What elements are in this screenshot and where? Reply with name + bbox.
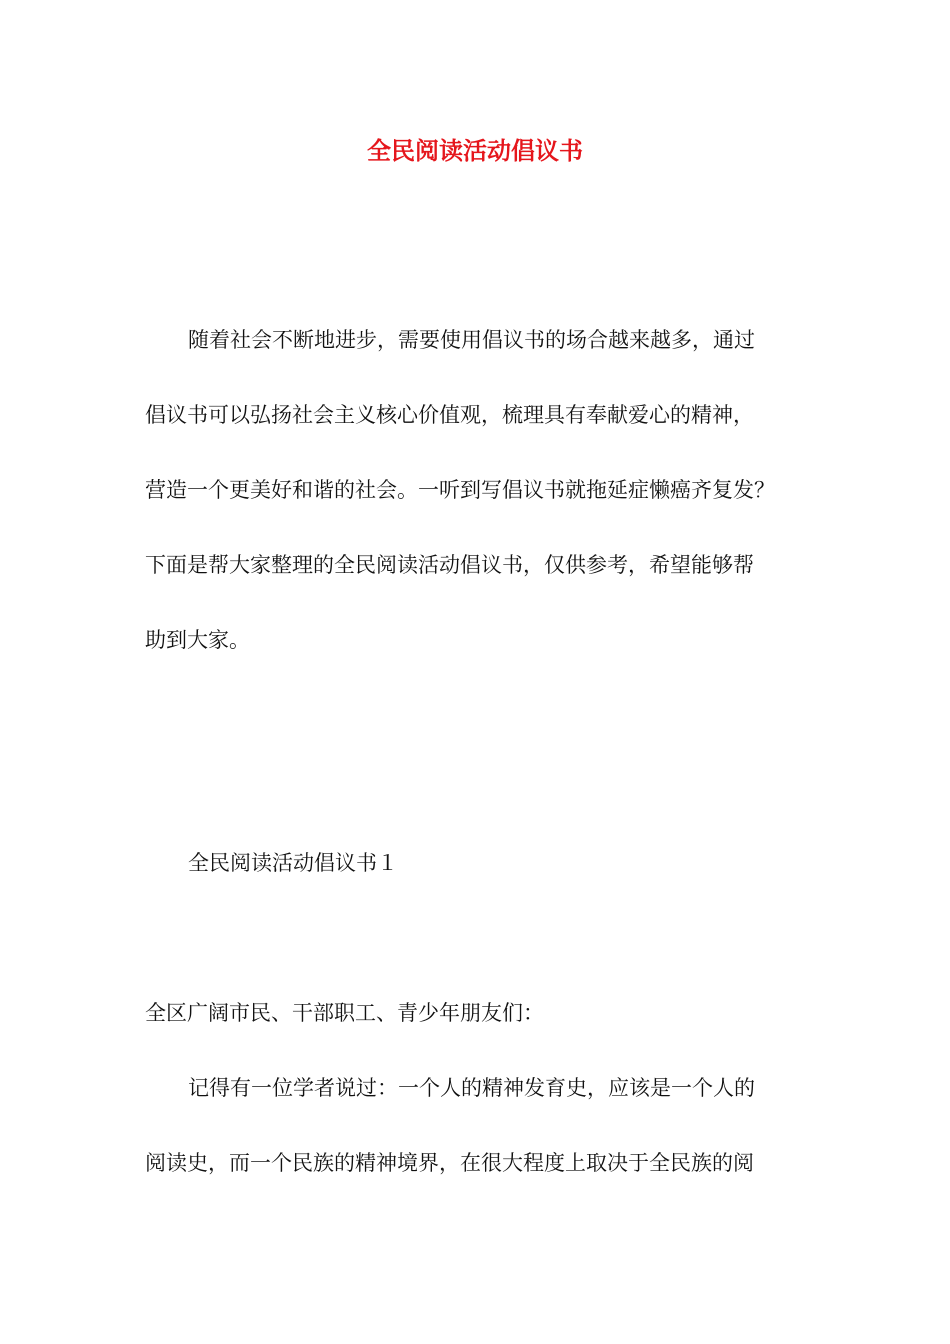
intro-line-2: 倡议书可以弘扬社会主义核心价值观，梳理具有奉献爱心的精神， [145,403,754,427]
intro-line-4: 下面是帮大家整理的全民阅读活动倡议书，仅供参考，希望能够帮 [145,553,754,577]
intro-line-1: 随着社会不断地进步，需要使用倡议书的场合越来越多，通过 [188,328,755,352]
intro-line-3: 营造一个更美好和谐的社会。一听到写倡议书就拖延症懒癌齐复发？ [145,478,775,502]
intro-line-5: 助到大家。 [145,628,250,652]
document-title: 全民阅读活动倡议书 [367,137,583,165]
body-line-1: 记得有一位学者说过：一个人的精神发育史，应该是一个人的 [188,1076,755,1100]
salutation: 全区广阔市民、干部职工、青少年朋友们： [145,1001,544,1025]
section-heading: 全民阅读活动倡议书１ [188,851,398,875]
body-line-2: 阅读史，而一个民族的精神境界，在很大程度上取决于全民族的阅 [145,1151,754,1175]
